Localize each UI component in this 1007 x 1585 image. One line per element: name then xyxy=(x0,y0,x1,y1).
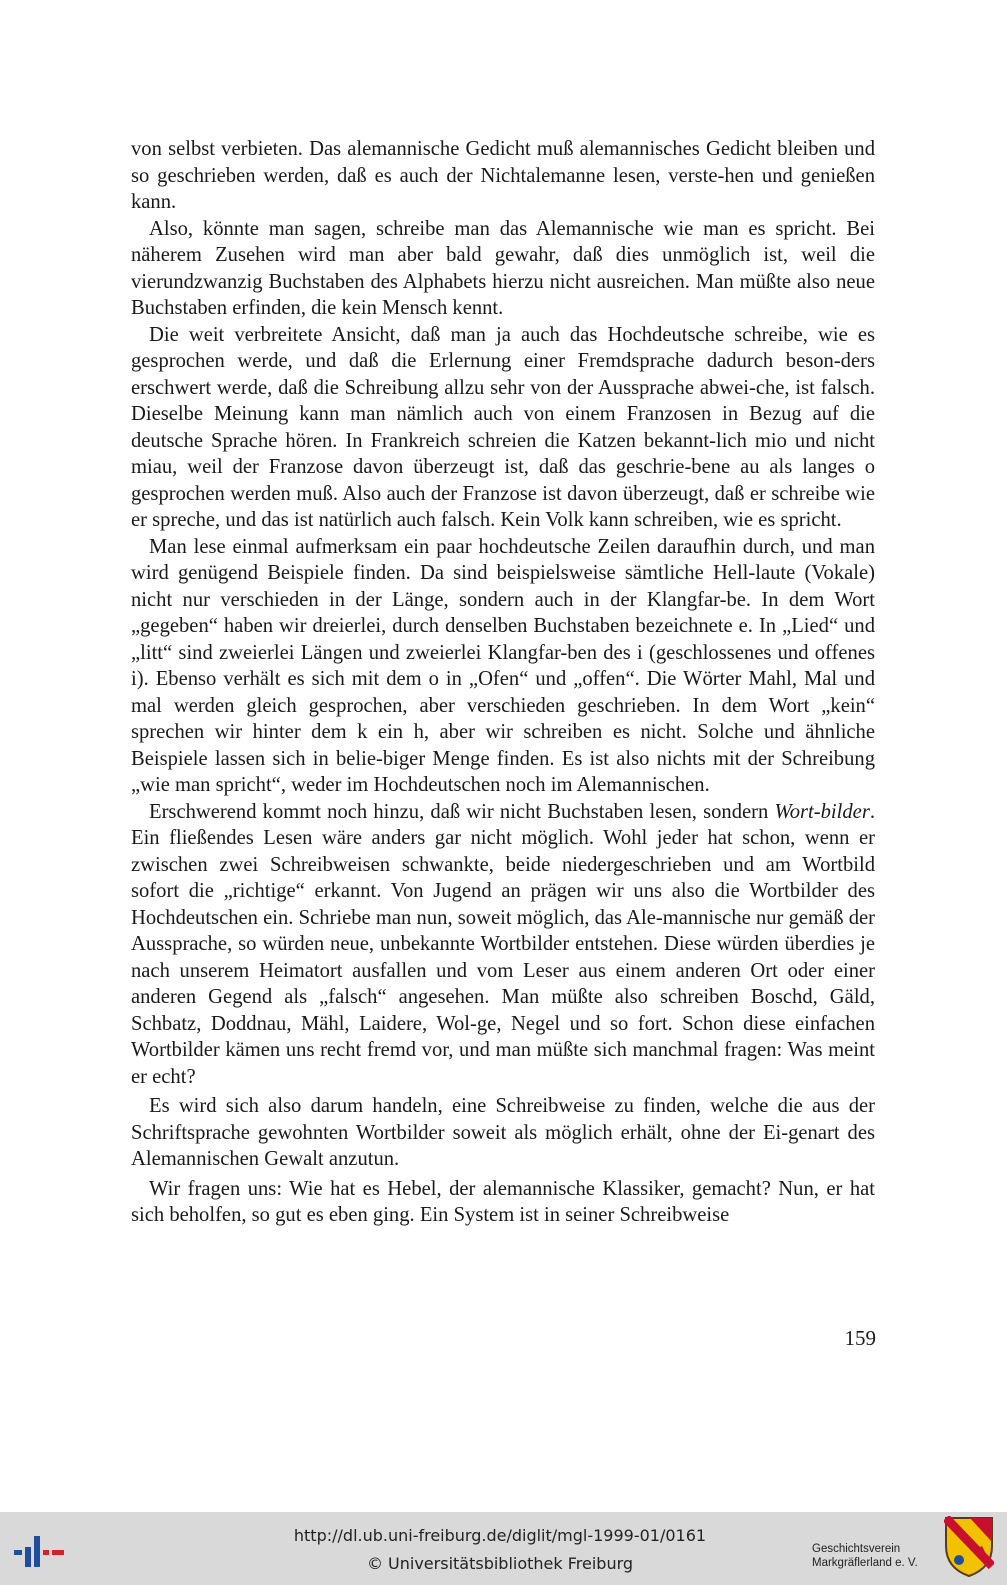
paragraph: Wir fragen uns: Wie hat es Hebel, der alemannische Klassiker, gemacht? Nun, er hat sich beholfen, so gut es eben ging. Ein System ist in seiner Schreibweise xyxy=(131,1177,875,1226)
society-name xyxy=(812,1542,938,1570)
markgraeflerland-crest-icon xyxy=(944,1516,994,1578)
society-line: Geschichtsverein xyxy=(812,1543,901,1555)
paragraph: Also, könnte man sagen, schreibe man das Alemannische wie man es spricht. Bei näherem Zusehen wird man aber bald gewahr, daß dies unmöglich ist, weil die vierundzwanzig Buchstaben des Alphabets hierzu nicht ausreichen. Man müßte also neue Buchstaben erfinden, die kein Mensch kennt. xyxy=(131,217,875,319)
digitization-footer xyxy=(0,1512,1007,1585)
paragraph: Die weit verbreitete Ansicht, daß man ja auch das Hochdeutsche schreibe, wie es gesprochen werde, und daß die Erlernung einer Fremdsprache dadurch beson-ders erschwert werde, daß die Schreibung allzu sehr von der Aussprache abwei-che, ist falsch. Dieselbe Meinung kann man nämlich auch von einem Franzosen in Bezug auf die deutsche Sprache hören. In Frankreich schreien die Katzen bekannt-lich mio und nicht miau, weil der Franzose davon überzeugt ist, daß das geschrie-bene au als langes o gesprochen werden muß. Also auch der Franzose ist davon überzeugt, daß er schreibe wie er spreche, und das ist natürlich auch falsch. Kein Volk kann schreiben, wie es spricht. xyxy=(131,323,875,531)
paragraph-text: Erschwerend kommt noch hinzu, daß wir nicht Buchstaben lesen, sondern xyxy=(149,800,775,823)
paragraph xyxy=(131,799,875,1091)
emphasis-text: Wort-bilder xyxy=(774,800,870,823)
body-text xyxy=(131,136,875,1229)
society-line: Markgräflerland e. V. xyxy=(812,1557,918,1569)
paragraph: Man lese einmal aufmerksam ein paar hochdeutsche Zeilen daraufhin durch, und man wird genügend Beispiele finden. Da sind beispielsweise sämtliche Hell-laute (Vokale) nicht nur verschieden in der Länge, sondern auch in der Klangfar-be. In dem Wort „gegeben“ haben wir dreierlei, durch denselben Buchstaben bezeichnete e. In „Lied“ und „litt“ sind zweierlei Längen und zweierlei Klangfar-ben des i (geschlossenes und offenes i). Ebenso verhält es sich mit dem o in „Ofen“ und „offen“. Die Wörter Mahl, Mal und mal werden gleich gesprochen, aber verschieden geschrieben. In dem Wort „kein“ sprechen wir hinter dem k ein h, aber wir schreiben es nicht. Solche und ähnliche Beispiele lassen sich in belie-biger Menge finden. Es ist also nichts mit der Schreibung „wie man spricht“, weder im Hochdeutschen noch im Alemannischen. xyxy=(131,535,875,796)
permalink-url[interactable]: http://dl.ub.uni-freiburg.de/diglit/mgl-1999-01/0161 xyxy=(293,1526,707,1545)
paragraph-text: . Ein fließendes Lesen wäre anders gar nicht möglich. Wohl jeder hat schon, wenn er zwischen zwei Schreibweisen schwankte, beide niedergeschrieben und am Wortbild sofort die „richtige“ erkannt. Von Jugend an prägen wir uns also die Wortbilder des Hochdeutschen ein. Schriebe man nun, soweit möglich, das Ale-mannische nur gemäß der Aussprache, so würden neue, unbekannte Wortbilder entstehen. Diese würden überdies je nach unserem Heimatort ausfallen und vom Leser aus einem anderen Ort oder einer anderen Gegend als „falsch“ angesehen. Man müßte also schreiben Boschd, Gäld, Schbatz, Doddnau, Mähl, Laidere, Wol-ge, Negel und so fort. Schon diese einfachen Wortbilder kämen uns recht fremd vor, und man müßte sich manchmal fragen: Was meint er echt? xyxy=(131,800,875,1088)
paragraph: von selbst verbieten. Das alemannische Gedicht muß alemannisches Gedicht bleiben und so geschrieben werden, daß es auch der Nichtalemanne lesen, verste-hen und genießen kann. xyxy=(131,138,875,213)
paragraph: Es wird sich also darum handeln, eine Schreibweise zu finden, welche die aus der Schriftsprache gewohnten Wortbilder soweit als möglich erhält, ohne der Ei-genart des Alemannischen Gewalt anzutun. xyxy=(131,1095,875,1170)
copyright-text: © Universitätsbibliothek Freiburg xyxy=(366,1554,634,1573)
page-number: 159 xyxy=(844,1326,876,1350)
ub-freiburg-logo xyxy=(12,1530,66,1570)
